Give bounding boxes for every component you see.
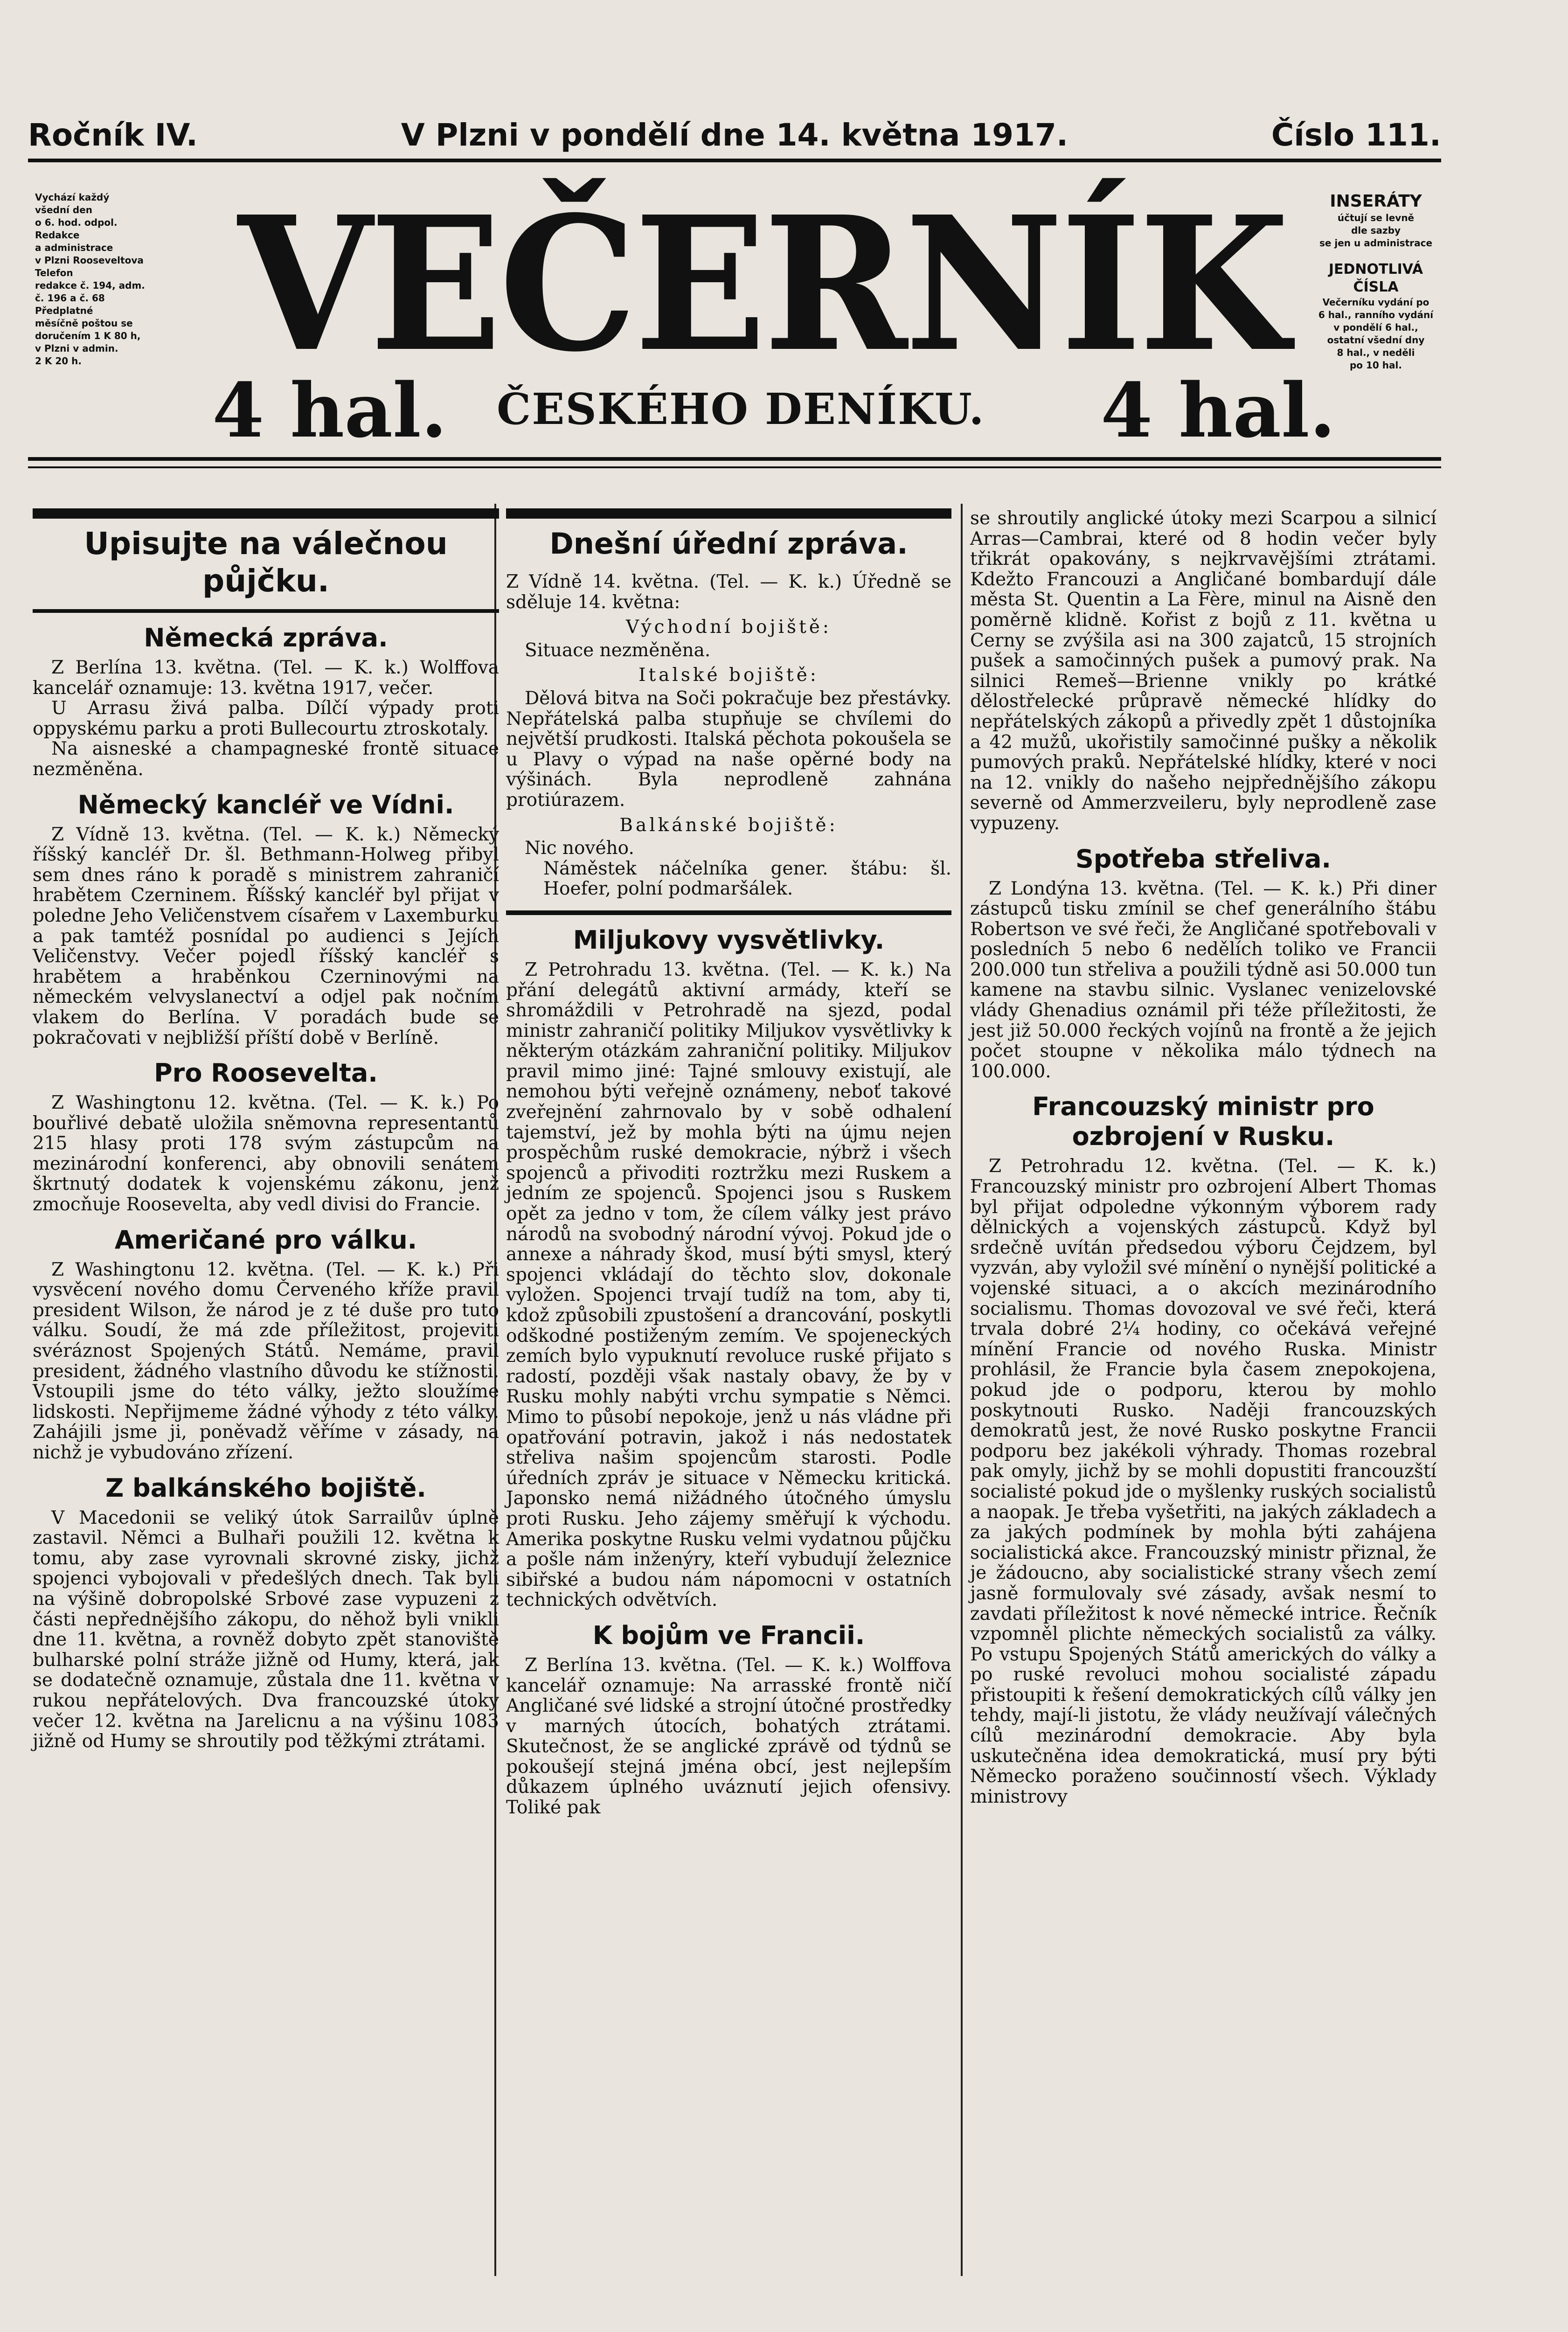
info-line: o 6. hod. odpol. (35, 217, 118, 228)
single-copy-line: ostatní všední dny (1327, 334, 1425, 346)
article-paragraph: Z Berlína 13. května. (Tel. — K. k.) Wolffova kancelář oznamuje: Na arrasské frontě ničí Angličané své lidské a strojní útočné prostředky v marných útocích, bohatých ztrátami. Skutečnost, že se anglické zprávě od týdnů se pokoušejí stejná jména obcí, jest nejlepším důkazem úplného uváznutí jejich ofensivy. Toliké pak (506, 1654, 951, 1818)
banner-bar (33, 508, 499, 519)
ads-title: INSERÁTY (1330, 192, 1422, 211)
article-paragraph: V Macedonii se veliký útok Sarrailův úplně zastavil. Němci a Bulhaři použili 12. května k tomu, aby zase vyrovnali skrovné zisky, jichž spojenci vybojovali v předešlých dnech. Tak byli na výšině dobropolské Srbové zase vypuzeni z části nepřednějšího zákopu, do něhož byli vnikli dne 11. května, a rovněž dobyto zpět stanoviště bulharské polní stráže jižně od Humy, která, jak se dodatečně oznamuje, zůstala dne 11. května v rukou nepřátelových. Dva francouzské útoky večer 12. května na Jarelicnu a na výšinu 1083 jižně od Humy se shroutily pod těžkými ztrátami. (33, 1507, 499, 1752)
single-copy-line: po 10 hal. (1349, 360, 1402, 371)
arras-continuation (970, 508, 1436, 834)
single-copy-line: Večerníku vydání po (1322, 297, 1429, 308)
france-battles-article (506, 1655, 951, 1818)
info-line: Telefon (35, 267, 73, 278)
article-paragraph: Z Londýna 13. května. (Tel. — K. k.) Při diner zástupců tisku zmínil se chef generálního štábu Robertson ve své řeči, že Angličané spotřebovali v posledních 5 nebo 6 nedělích toliko ve Francii 200.000 tun střeliva a použili týdně asi 50.000 tun kamene na stavbu silnic. Vyslanec venizelovské vlády Ghenadius oznámil při téže příležitosti, že jest již 50.000 řeckých vojínů na frontě a že jejich počet stoupne v několika málo týdnech na 100.000. (970, 878, 1436, 1082)
info-line: 2 K 20 h. (35, 355, 82, 367)
official-bottom-bar (506, 910, 951, 915)
info-line: redakce č. 194, adm. (35, 280, 145, 291)
single-copies-lines (1306, 296, 1446, 372)
ammunition-article (970, 879, 1436, 1082)
article-paragraph: Z Berlína 13. května. (Tel. — K. k.) Wolffova kancelář oznamuje: 13. května 1917, večer. (33, 657, 499, 699)
article-paragraph: Z Petrohradu 12. května. (Tel. — K. k.) Francouzský ministr pro ozbrojení Albert Thomas byl přijat odpoledne výkonným výborem rady dělnických a vojenských zástupců. Když byl srdečně uvítán předsedou výboru Čejdzem, byl vyzván, aby vyložil své mínění o nynější politické a vojenské situaci, a o akcích mezinárodního socialismu. Thomas dovozoval ve své řeči, která trvala dobré 2¼ hodiny, co očekává veřejné mínění Francie od nového Ruska. Ministr prohlásil, že Francie byla časem znepokojena, pokud jde o podporu, kterou by mohlo poskytnouti Rusko. Naději francouzských demokratů jest, že nové Rusko poskytne Francii podporu bez jakékoli výhrady. Thomas rozebral pak omyly, jichž by se mohli dopustiti francouzští socialisté pokud jde o myšlenky ruských socialistů a naopak. Je třeba vyšetřiti, na jakých základech a za jakých podmínek by mohla býti zahájena socialistická akce. Francouzský ministr přiznal, že je žádoucno, aby socialistické strany všech zemí jasně formulovaly své zásady, avšak nesmí to zavdati příležitost k nové německé intrice. Řečník vzpomněl plichte německých socialistů za války. Po vstupu Spojených Států amerických do války a po ruské revoluci mohou socialisté západu přistoupiti k řešení demokratických cílů války jen tehdy, mají-li jistotu, že vlády neužívají válečných cílů mezinárodní demokracie. Aby byla uskutečněna idea demokratická, musí pry býti Německo poraženo součinností všech. Výklady ministrovy (970, 1156, 1436, 1807)
info-line: a administrace (35, 242, 113, 253)
top-rule (28, 159, 1441, 162)
italy-front-text: Dělová bitva na Soči pokračuje bez přestávky. Nepřátelská palba stupňuje se chvílemi do největší prudkosti. Italská pěchota pokoušela se u Plavy o výpad na naše opěrné body na výšinách. Byla neprodleně zahnána protiúrazem. (506, 687, 951, 811)
banner-bar-bottom (33, 609, 499, 613)
column-3 (970, 508, 1436, 1807)
subscription-info-box (35, 191, 194, 368)
issue-dateline-row (28, 117, 1441, 154)
article-title: Německý kancléř ve Vídni. (77, 790, 454, 819)
info-line: Redakce (35, 229, 80, 241)
balkan-front-text: Nic nového. (525, 838, 634, 859)
ammunition-title: Spotřeba střeliva. (1075, 844, 1331, 874)
article-paragraph: Z Washingtonu 12. května. (Tel. — K. k.) Po bouřlivé debatě uložila sněmovna representantů 215 hlasy proti 178 svým zástupcům na mezinárodní konferenci, aby obnovili senátem škrtnutý dodatek k vojenskému zákonu, jenž zmocňuje Roosevelta, aby vedl divisi do Francie. (33, 1092, 499, 1215)
french-minister-article (970, 1156, 1436, 1807)
price-left: 4 hal. (212, 367, 447, 454)
info-line: č. 196 a č. 68 (35, 292, 105, 304)
balkan-front-title: Balkánské bojiště: (619, 814, 838, 836)
article-title: Pro Roosevelta. (154, 1058, 378, 1088)
issue-number: Číslo 111. (1271, 117, 1441, 153)
miljukov-title: Miljukovy vysvětlivky. (573, 925, 885, 955)
ads-line: se jen u administrace (1319, 237, 1433, 249)
info-line: všední den (35, 204, 92, 215)
ads-line: účtují se levně (1337, 212, 1415, 223)
east-front-title: Východní bojiště: (626, 617, 832, 638)
official-intro: Z Vídně 14. května. (Tel. — K. k.) Úředně se sděluje 14. května: (506, 571, 951, 613)
masthead-title: VEČERNÍK (238, 176, 1287, 393)
masthead-bottom-rule (28, 457, 1441, 461)
single-copy-line: v pondělí 6 hal., (1333, 322, 1418, 333)
article-title: Německá zpráva. (144, 623, 388, 652)
article-title: Američané pro válku. (114, 1225, 417, 1255)
article-paragraph: Na aisneské a champagneské frontě situace nezměněna. (33, 738, 499, 780)
column-2 (506, 508, 951, 1818)
info-line: Předplatné (35, 305, 93, 316)
dateline: V Plzni v pondělí dne 14. května 1917. (401, 117, 1068, 153)
ads-info-box (1306, 191, 1446, 372)
info-line: měsíčně poštou se (35, 318, 133, 329)
italy-front-title: Italské bojiště: (638, 665, 819, 686)
article-paragraph: U Arrasu živá palba. Dílčí výpady proti oppyskému parku a proti Bullecourtu ztroskotaly. (33, 698, 499, 739)
official-report-title: Dnešní úřední zpráva. (549, 527, 908, 561)
france-battles-title: K bojům ve Francii. (592, 1620, 865, 1650)
article-title: Z balkánského bojiště. (105, 1473, 426, 1503)
ads-line: dle sazby (1351, 225, 1401, 236)
article-paragraph: se shroutily anglické útoky mezi Scarpou a silnicí Arras—Cambrai, které od 8 hodin večer byly třikrát opakovány, s nejkrvavějšími ztrátami. Kdežto Francouzi a Angličané bombardují dále města St. Quentin a La Fère, minul na Aisně den poměrně klidně. Kořist z bojů z 11. května u Cerny se zvýšila asi na 300 zajatců, 15 strojních pušek a samočinných pušek a pumový prak. Na silnici Remeš—Brienne vnikly po krátké dělostřelecké průpravě německé hlídky do nepřátelských zákopů a přivedly zpět 1 důstojníka a 42 mužů, ukořistily samočinné pušky a několik pumových praků. Nepřátelské hlídky, které v noci na 12. vnikly do našeho nejpřednějšího zákopu severně od Ammerzveileru, byly neprodleně zase vypuzeny. (970, 508, 1436, 834)
french-minister-title: Francouzský ministr pro ozbrojení v Rusku. (1032, 1092, 1374, 1152)
info-line: v Plzni Rooseveltova (35, 255, 144, 266)
column-1-articles (33, 623, 499, 1752)
single-copy-line: 8 hal., v neděli (1337, 347, 1415, 358)
single-copies-title: JEDNOTLIVÁ ČÍSLA (1328, 261, 1423, 295)
article-paragraph: Z Washingtonu 12. května. (Tel. — K. k.) Při vysvěcení nového domu Červeného kříže pravil president Wilson, že národ je z té duše pro tuto válku. Soudí, že má zde příležitost, projeviti svéráznost Spojených Států. Nemáme, pravil president, žádného vlastního důvodu ke stížnosti. Vstoupili jsme do této války, ježto sloužíme lidskosti. Nepřijmeme žádné výhody z této války. Zahájili jsme ji, poněvadž věříme v zásady, na nichž je vybudováno zřízení. (33, 1259, 499, 1463)
official-signature: Náměstek náčelníka gener. štábu: šl. Hoefer, polní podmaršálek. (543, 858, 951, 900)
column-rule-2 (961, 504, 963, 2276)
ads-lines (1306, 212, 1446, 250)
war-loan-banner: Upisujte na válečnou půjčku. (84, 526, 448, 599)
masthead-bottom-rule-thin (28, 466, 1441, 468)
column-1 (33, 508, 499, 1752)
single-copy-line: 6 hal., ranního vydání (1318, 309, 1434, 320)
article-paragraph: Z Petrohradu 13. května. (Tel. — K. k.) Na přání delegátů aktivní armády, kteří se shromáždili v Petrohradě na sjezd, podal ministr zahraničí politiky Miljukov vysvětlivky k některým otázkám zahraniční politiky. Miljukov pravil mimo jiné: Tajné smlouvy existují, ale nemohou býti veřejně oznámeny, neboť takové zveřejnění zahrnovalo by v sobě odhalení tajemství, jež by mohla býti na újmu nejen prospěchům ruské demokracie, nýbrž i všech spojenců a přivoditi roztržku mezi Ruskem a jedním ze spojenců. Spojenci jsou s Ruskem opět za jedno v tom, že cílem války jest právo národů na svobodný národní vývoj. Pokud jde o annexe a náhrady škod, musí býti smysl, který spojenci vkládají do těchto slov, dokonale vyložen. Spojenci trvají tudíž na tom, aby ti, kdož způsobili zpustošení a drancování, poskytli odškodné postiženým zemím. Ve spojeneckých zemích bylo vypuknutí revoluce ruské přijato s radostí, později však nastaly obavy, že by v Rusku mohly nabýti vrchu sympatie s Němci. Mimo to působí nepokoje, jenž u nás vládne při opatřování potravin, jakož i nás nedostatek střeliva našim spojencům starosti. Podle úředních zpráv je situace v Německu kritická. Japonsko nemá nižádného útočného úmyslu proti Rusku. Jeho zájemy směřují k východu. Amerika poskytne Rusku velmi vydatnou půjčku a pošle nám inženýry, kteří vybudují železnice sibiřské a budou nám nápomocni v ostatních technických odvětvích. (506, 959, 951, 1611)
masthead-subtitle: ČESKÉHO DENÍKU. (497, 384, 985, 434)
miljukov-article (506, 960, 951, 1610)
article-paragraph: Z Vídně 13. května. (Tel. — K. k.) Německý říšský kancléř Dr. šl. Bethmann-Holweg přibyl sem dnes ráno k poradě s ministrem zahraničí hrabětem Czerninem. Říšský kancléř byl přijat v poledne Jeho Veličenstvem císařem v Laxemburku a pak tamtéž posnídal po audienci s Jejích Veličenstvy. Večer pojedl říšský kancléř s hrabětem a hraběnkou Czerninovými na německém velvyslanectví a odjel pak nočním vlakem do Berlína. V poradách bude se pokračovati v nejbližší příští době v Berlíně. (33, 824, 499, 1048)
info-line: Vychází každý (35, 192, 110, 203)
info-line: v Plzni v admin. (35, 343, 118, 354)
official-bar (506, 508, 951, 519)
price-right: 4 hal. (1101, 367, 1336, 454)
volume-label: Ročník IV. (28, 117, 198, 153)
info-line: doručením 1 K 80 h, (35, 330, 141, 341)
east-front-text: Situace nezměněna. (525, 639, 711, 661)
